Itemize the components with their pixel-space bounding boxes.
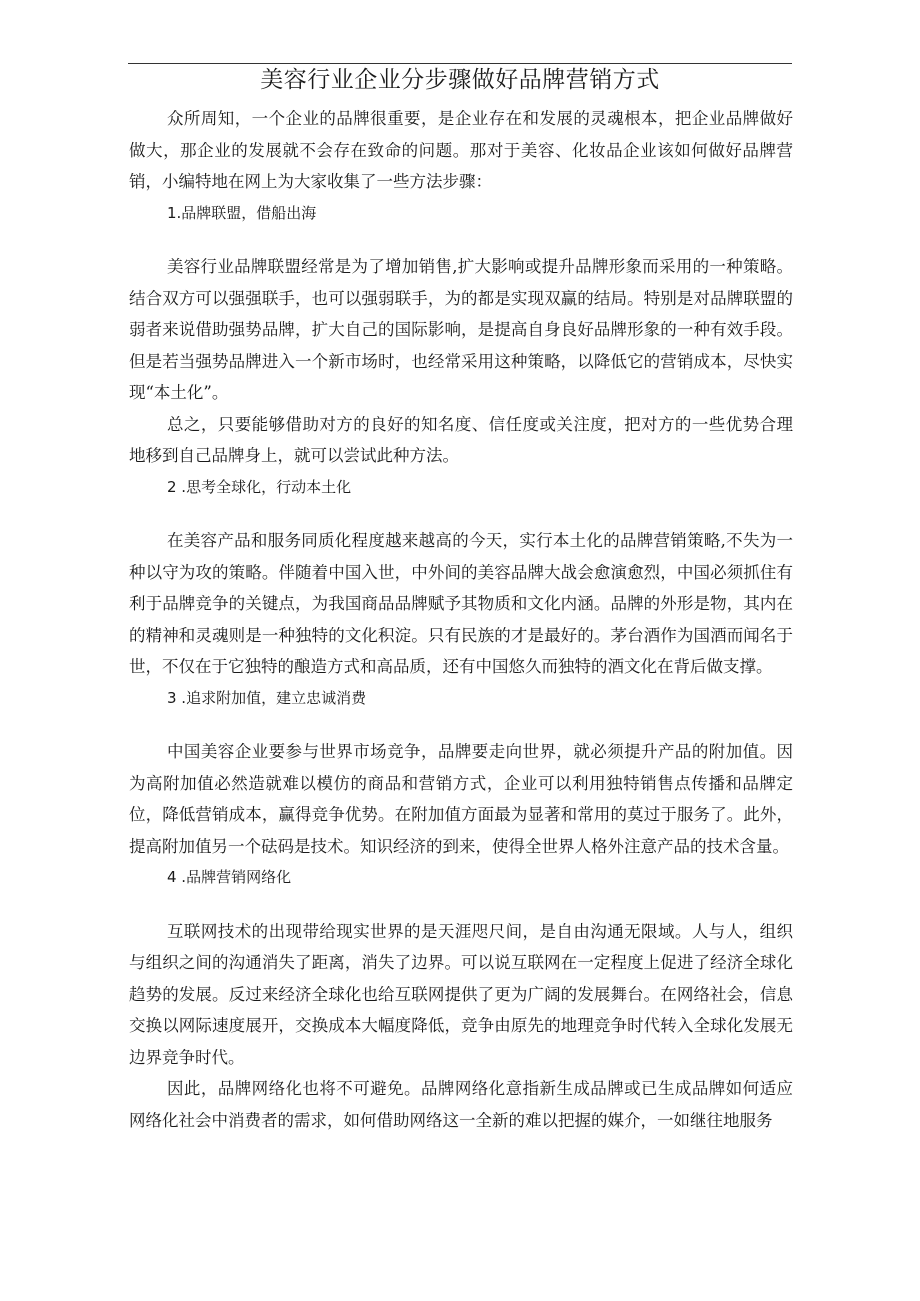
section-1-heading: 1.品牌联盟，借船出海 (167, 203, 317, 222)
section-gap (129, 714, 793, 736)
section-2-heading: 2 .思考全球化，行动本土化 (167, 477, 352, 496)
section-3-heading: 3 .追求附加值，建立忠诚消费 (167, 688, 367, 707)
section-gap (129, 503, 793, 525)
section-1-paragraph-2: 总之，只要能够借助对方的良好的知名度、信任度或关注度，把对方的一些优势合理地移到自己品牌身上，就可以尝试此种方法。 (129, 414, 793, 465)
document-body (129, 103, 793, 1136)
section-1-paragraph-1: 美容行业品牌联盟经常是为了增加销售,扩大影响或提升品牌形象而采用的一种策略。结合双方可以强强联手，也可以强弱联手，为的都是实现双赢的结局。特别是对品牌联盟的弱者来说借助强势品牌，扩大自己的国际影响，是提高自身良好品牌形象的一种有效手段。但是若当强势品牌进入一个新市场时，也经常采用这种策略，以降低它的营销成本，尽快实现“本土化”。 (129, 257, 793, 402)
section-3-paragraph-1: 中国美容企业要参与世界市场竞争，品牌要走向世界，就必须提升产品的附加值。因为高附加值必然造就难以模仿的商品和营销方式，企业可以利用独特销售点传播和品牌定位，降低营销成本，赢得竞争优势。在附加值方面最为显著和常用的莫过于服务了。此外，提高附加值另一个砝码是技术。知识经济的到来，使得全世界人格外注意产品的技术含量。 (129, 742, 793, 856)
section-4-paragraph-1: 互联网技术的出现带给现实世界的是天涯咫尺间，是自由沟通无限域。人与人，组织与组织之间的沟通消失了距离，消失了边界。可以说互联网在一定程度上促进了经济全球化趋势的发展。反过来经济全球化也给互联网提供了更为广阔的发展舞台。在网络社会，信息交换以网际速度展开，交换成本大幅度降低，竞争由原先的地理竞争时代转入全球化发展无边界竞争时代。 (129, 921, 793, 1067)
section-gap (129, 229, 793, 251)
section-2-paragraph-1: 在美容产品和服务同质化程度越来越高的今天，实行本土化的品牌营销策略,不失为一种以守为攻的策略。伴随着中国入世，中外间的美容品牌大战会愈演愈烈，中国必须抓住有利于品牌竞争的关键点，为我国商品品牌赋予其物质和文化内涵。品牌的外形是物，其内在的精神和灵魂则是一种独特的文化积淀。只有民族的才是最好的。茅台酒作为国酒而闻名于世，不仅在于它独特的酿造方式和高品质，还有中国悠久而独特的酒文化在背后做支撑。 (129, 531, 793, 676)
document-title: 美容行业企业分步骤做好品牌营销方式 (260, 67, 660, 93)
section-4-heading: 4 .品牌营销网络化 (167, 868, 292, 886)
section-gap (129, 894, 793, 916)
intro-paragraph: 众所周知，一个企业的品牌很重要，是企业存在和发展的灵魂根本，把企业品牌做好做大，那企业的发展就不会存在致命的问题。那对于美容、化妆品企业该如何做好品牌营销，小编特地在网上为大家收集了一些方法步骤： (129, 109, 793, 191)
section-4-paragraph-2: 因此，品牌网络化也将不可避免。品牌网络化意指新生成品牌或已生成品牌如何适应网络化社会中消费者的需求，如何借助网络这一全新的难以把握的媒介，一如继往地服务 (129, 1079, 793, 1130)
